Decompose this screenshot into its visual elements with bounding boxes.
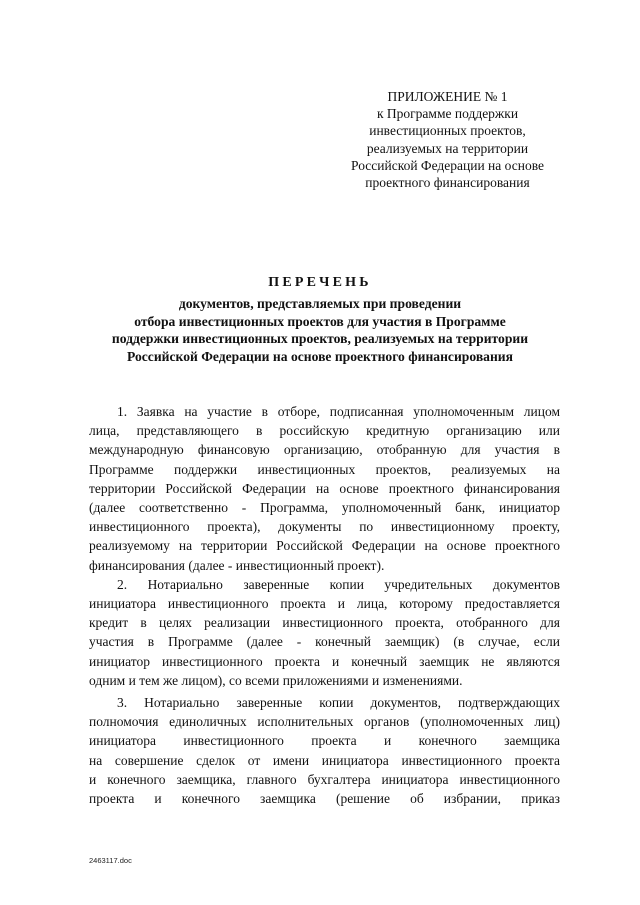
text-line: кредит в целях реализации инвестиционного проекта, отобранного для <box>89 615 560 631</box>
appendix-line: проектного финансирования <box>365 175 530 191</box>
paragraph-1 <box>89 402 560 575</box>
text-line: 2. Нотариально заверенные копии учредительных документов <box>117 576 560 592</box>
appendix-line: инвестиционных проектов, <box>369 123 526 139</box>
appendix-line: к Программе поддержки <box>376 106 519 122</box>
subtitle-line: поддержки инвестиционных проектов, реализуемых на территории <box>111 331 529 346</box>
subtitle-line: отбора инвестиционных проектов для участия в Программе <box>134 313 506 329</box>
subtitle-line: документов, представляемых при проведении <box>178 296 462 311</box>
text-line: территории Российской Федерации на основе проектного финансирования <box>89 480 560 496</box>
appendix-line: реализуемых на территории <box>366 140 529 156</box>
appendix-line: ПРИЛОЖЕНИЕ № 1 <box>387 89 508 104</box>
text-line: полномочия единоличных исполнительных органов (уполномоченных лиц) <box>89 714 560 730</box>
subtitle-line: Российской Федерации на основе проектного финансирования <box>127 348 513 364</box>
text-line: инициатор инвестиционного проекта и конечный заемщик не являются <box>89 653 560 669</box>
text-line: финансирования (далее - инвестиционный проект). <box>89 557 385 573</box>
text-line: (далее соответственно - Программа, уполномоченный банк, инициатор <box>89 500 560 516</box>
paragraph-2 <box>89 575 560 690</box>
text-line: 1. Заявка на участие в отборе, подписанная уполномоченным лицом <box>117 404 560 419</box>
text-line: инициатора инвестиционного проекта и лица, которому предоставляется <box>89 596 560 612</box>
text-line: и конечного заемщика, главного бухгалтера инициатора инвестиционного <box>89 771 560 787</box>
text-line: проекта и конечного заемщика (решение об избрании, приказ <box>89 791 560 807</box>
text-line: реализуемому на территории Российской Федерации на основе проектного <box>89 538 560 554</box>
text-line: Программе поддержки инвестиционных проектов, реализуемых на <box>89 461 560 477</box>
appendix-line: Российской Федерации на основе <box>351 157 544 173</box>
appendix-header <box>320 88 575 191</box>
text-line: инвестиционного проекта), документы по инвестиционному проекту, <box>89 519 560 535</box>
text-line: на совершение сделок от имени инициатора инвестиционного проекта <box>89 752 560 768</box>
file-name-footer: 2463117.doc <box>89 856 132 865</box>
text-line: лица, представляющего в российскую кредитную организацию или <box>89 423 560 439</box>
document-title: ПЕРЕЧЕНЬ <box>268 275 372 290</box>
document-subtitle <box>60 295 580 365</box>
text-line: участия в Программе (далее - конечный заемщик) (в случае, если <box>89 634 560 650</box>
paragraph-3 <box>89 693 560 808</box>
document-body <box>89 402 560 808</box>
text-line: 3. Нотариально заверенные копии документов, подтверждающих <box>117 695 560 711</box>
text-line: инициатора инвестиционного проекта и конечного заемщика <box>89 733 560 749</box>
text-line: одним и тем же лицом), со всеми приложениями и изменениями. <box>89 672 463 688</box>
text-line: международную финансовую организацию, отобранную для участия в <box>89 442 560 458</box>
